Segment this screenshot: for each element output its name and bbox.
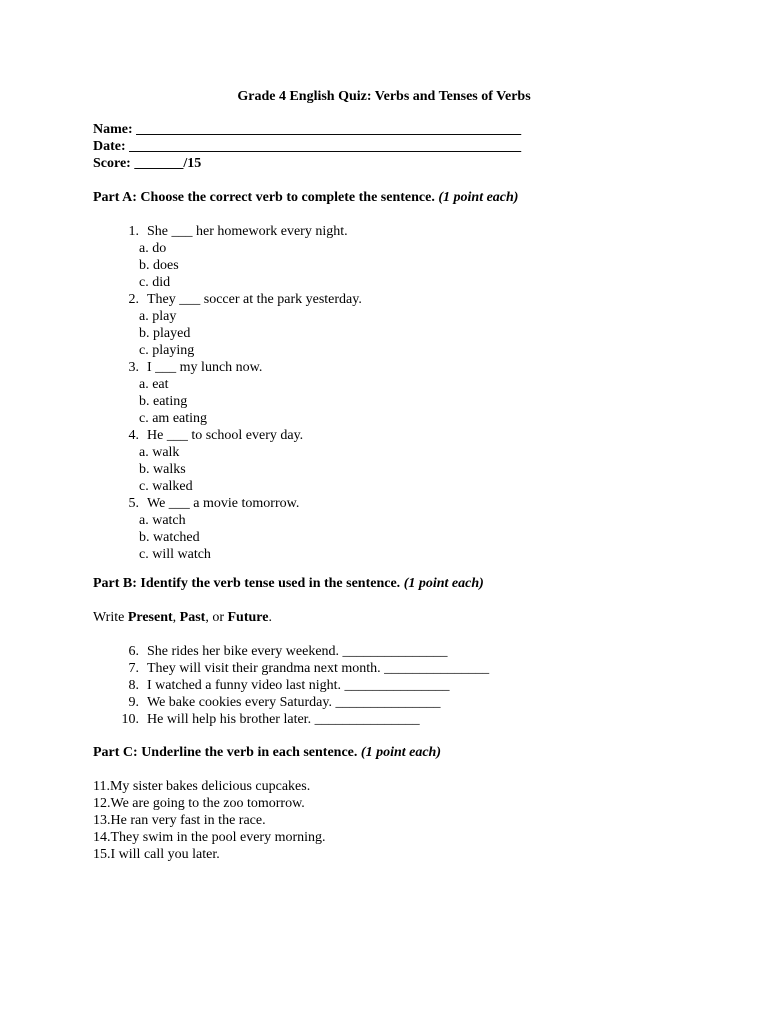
question-number: 5. — [128, 496, 139, 511]
part-c-heading-text: Part C: Underline the verb in each sentence. — [93, 745, 361, 760]
instruction-prefix: Write — [93, 610, 128, 625]
part-b-question — [93, 677, 693, 694]
question-number: 3. — [128, 360, 139, 375]
question-number: 2. — [128, 292, 139, 307]
instruction-past: Past — [179, 610, 206, 625]
instruction-future: Future — [227, 610, 269, 625]
answer-option: b. eating — [139, 394, 188, 409]
part-c-sentence: 11.My sister bakes delicious cupcakes. — [93, 779, 311, 794]
part-b-question — [93, 660, 693, 677]
question-text: They ___ soccer at the park yesterday. — [147, 292, 362, 307]
part-b-heading — [93, 575, 484, 592]
answer-option: c. am eating — [139, 411, 208, 426]
score-field: Score: _______/15 — [93, 156, 202, 171]
part-b-question — [93, 643, 693, 660]
part-a-question — [93, 427, 693, 495]
part-c-sentence: 12.We are going to the zoo tomorrow. — [93, 796, 305, 811]
part-a-heading — [93, 189, 518, 206]
part-a-question — [93, 495, 693, 563]
question-text: We bake cookies every Saturday. _______________ — [147, 695, 441, 710]
part-a-heading-text: Part A: Choose the correct verb to complete the sentence. — [93, 190, 439, 205]
question-text: She ___ her homework every night. — [147, 224, 348, 239]
answer-option: b. watched — [139, 530, 200, 545]
question-text: We ___ a movie tomorrow. — [147, 496, 300, 511]
question-text: They will visit their grandma next month. _______________ — [147, 661, 490, 676]
answer-option: b. does — [139, 258, 179, 273]
part-a-question — [93, 291, 693, 359]
instruction-present: Present — [127, 610, 173, 625]
question-text: I ___ my lunch now. — [147, 360, 263, 375]
instruction-suffix: . — [268, 610, 272, 625]
part-c-sentence-list — [93, 778, 326, 863]
part-b-heading-text: Part B: Identify the verb tense used in the sentence. — [93, 576, 404, 591]
question-number: 4. — [128, 428, 139, 443]
quiz-title: Grade 4 English Quiz: Verbs and Tenses of Verbs — [237, 89, 531, 104]
instruction-separator: , — [172, 610, 180, 625]
part-c-sentence: 15.I will call you later. — [93, 847, 220, 862]
part-a-points: (1 point each) — [438, 190, 519, 205]
question-number: 6. — [128, 644, 139, 659]
part-a-question — [93, 223, 693, 291]
answer-option: c. walked — [139, 479, 193, 494]
question-number: 8. — [128, 678, 139, 693]
part-b-question-list — [93, 643, 693, 728]
answer-option: c. playing — [139, 343, 195, 358]
answer-option: c. did — [139, 275, 171, 290]
name-field: Name: _______________________________________________________ — [93, 122, 522, 137]
part-c-points: (1 point each) — [360, 745, 442, 760]
answer-option: a. eat — [139, 377, 169, 392]
part-b-question — [93, 694, 693, 711]
student-info-block — [93, 121, 521, 172]
answer-option: b. played — [139, 326, 191, 341]
answer-option: a. walk — [139, 445, 180, 460]
question-number: 10. — [121, 712, 139, 727]
answer-option: a. play — [139, 309, 177, 324]
answer-option: c. will watch — [139, 547, 211, 562]
part-b-instruction — [93, 609, 272, 626]
part-a-question-list — [93, 223, 693, 563]
part-b-question — [93, 711, 693, 728]
question-number: 1. — [128, 224, 139, 239]
answer-option: a. do — [139, 241, 167, 256]
question-text: She rides her bike every weekend. _______________ — [147, 644, 448, 659]
question-text: He ___ to school every day. — [147, 428, 304, 443]
answer-option: a. watch — [139, 513, 186, 528]
part-c-heading — [93, 744, 441, 761]
answer-option: b. walks — [139, 462, 186, 477]
part-a-question — [93, 359, 693, 427]
date-field: Date: ________________________________________________________ — [93, 139, 522, 154]
instruction-separator: , or — [205, 610, 228, 625]
question-text: He will help his brother later. _______________ — [147, 712, 420, 727]
question-number: 7. — [128, 661, 139, 676]
part-b-points: (1 point each) — [403, 576, 484, 591]
part-c-sentence: 14.They swim in the pool every morning. — [93, 830, 326, 845]
part-c-sentence: 13.He ran very fast in the race. — [93, 813, 266, 828]
question-number: 9. — [128, 695, 139, 710]
question-text: I watched a funny video last night. _______________ — [147, 678, 450, 693]
